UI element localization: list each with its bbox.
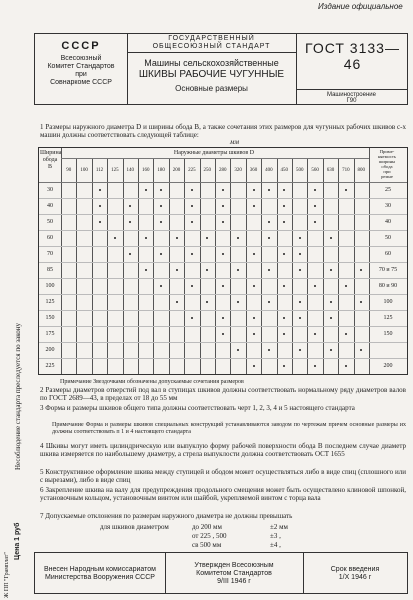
dimensions-table [38, 147, 408, 375]
combination-mark [299, 269, 301, 271]
combination-mark [330, 269, 332, 271]
diameter-header: 112 [95, 168, 104, 173]
issuer-org: Всесоюзный Комитет Стандартов при Совнаркоме СССР [47, 55, 115, 86]
width-value: 150 [45, 314, 55, 321]
combination-mark [253, 285, 255, 287]
combination-mark [283, 317, 285, 319]
combination-mark [191, 253, 193, 255]
tolerance-range-1: до 200 мм [192, 523, 222, 531]
paragraph-6: 6 Закрепление шкива на валу для предупреждения продольного смещения может быть осуществлено клиновой шпонкой, установочным кольцом, установочным винтом или шайбой, укрепляемой винтом с торца вала [40, 486, 406, 502]
width-value: 225 [45, 362, 55, 369]
diameter-header: 710 [342, 168, 350, 173]
combination-mark [191, 189, 193, 191]
combination-mark [191, 205, 193, 207]
applicability-value: 200 [383, 362, 393, 369]
applicability-value: 150 [383, 330, 393, 337]
combination-mark [160, 285, 162, 287]
combination-mark [145, 189, 147, 191]
combination-mark [253, 365, 255, 367]
combination-mark [191, 317, 193, 319]
combination-mark [345, 333, 347, 335]
combination-mark [299, 349, 301, 351]
width-value: 100 [45, 282, 55, 289]
combination-mark [345, 365, 347, 367]
country-label: СССР [61, 40, 101, 52]
legal-warning: Несоблюдение стандарта преследуется по закону [14, 323, 22, 470]
diameter-header: 200 [172, 168, 181, 173]
combination-mark [237, 269, 239, 271]
combination-mark [191, 221, 193, 223]
unit-label: мм [230, 138, 239, 146]
combination-mark [222, 317, 224, 319]
diameter-header: 800 [357, 168, 366, 173]
combination-mark [299, 253, 301, 255]
combination-mark [222, 333, 224, 335]
edition-note: Издание официальное [318, 2, 403, 11]
grid-line [39, 182, 407, 183]
grid-line [39, 326, 407, 327]
combination-mark [330, 317, 332, 319]
grid-line [39, 358, 407, 359]
width-value: 125 [45, 298, 55, 305]
combination-mark [283, 189, 285, 191]
combination-mark [145, 269, 147, 271]
combination-mark [129, 221, 131, 223]
diameter-header: 280 [218, 168, 227, 173]
combination-mark [299, 317, 301, 319]
combination-mark [268, 301, 270, 303]
width-value: 70 [47, 250, 53, 257]
combination-mark [191, 285, 193, 287]
combination-mark [253, 317, 255, 319]
tolerance-value-1: ±2 мм [270, 523, 288, 531]
tolerance-value-3: ±4 , [270, 541, 281, 549]
diameter-header: 360 [249, 168, 258, 173]
grid-line [39, 230, 407, 231]
combination-mark [268, 189, 270, 191]
combination-mark [268, 269, 270, 271]
combination-mark [160, 221, 162, 223]
combination-mark [253, 205, 255, 207]
combination-mark [99, 205, 101, 207]
category-label: Машиностроение Г90 [327, 92, 376, 104]
grid-line [39, 198, 407, 199]
combination-mark [314, 333, 316, 335]
col-header-width: Ширина обода B [40, 150, 62, 170]
width-value: 40 [47, 202, 53, 209]
width-value: 200 [45, 346, 55, 353]
grid-line [39, 246, 407, 247]
combination-mark [206, 269, 208, 271]
combination-mark [283, 253, 285, 255]
issuer-block [35, 34, 128, 104]
standard-header [34, 33, 408, 105]
combination-mark [237, 349, 239, 351]
combination-mark [99, 221, 101, 223]
combination-mark [222, 253, 224, 255]
combination-mark [222, 221, 224, 223]
combination-mark [129, 253, 131, 255]
col-header-diameters: Наружные диаметры шкивов D [173, 150, 255, 156]
standard-type: ГОСУДАРСТВЕННЫЙ ОБЩЕСОЮЗНЫЙ СТАНДАРТ [152, 35, 271, 50]
standard-subtitle: Основные размеры [175, 84, 248, 93]
diameter-header: 450 [280, 168, 289, 173]
diameter-header: 125 [111, 168, 119, 173]
diameter-header: 320 [234, 168, 242, 173]
width-value: 60 [47, 234, 53, 241]
paragraph-1: 1 Размеры наружного диаметра D и ширины обода B, а также сочетания этих размеров для чугунных рабочих шкивов с-х машин должны соответствовать следующей таблице: [40, 123, 406, 139]
diameter-header: 225 [188, 168, 196, 173]
combination-mark [283, 333, 285, 335]
combination-mark [268, 221, 270, 223]
diameter-header: 500 [295, 168, 304, 173]
grid-line [39, 342, 407, 343]
paragraph-5: 5 Конструктивное оформление шкива между ступицей и ободом может осуществляться либо в виде спиц (сплошного или с вырезами), либо в виде спиц [40, 468, 406, 484]
applicability-value: 40 [385, 218, 391, 225]
combination-mark [360, 301, 362, 303]
combination-mark [314, 189, 316, 191]
grid-line [39, 294, 407, 295]
combination-mark [283, 285, 285, 287]
combination-mark [253, 333, 255, 335]
tolerance-range-2: от 225 , 500 [192, 532, 227, 540]
applicability-value: 100 [383, 298, 393, 305]
grid-line [39, 262, 407, 263]
combination-mark [330, 301, 332, 303]
diameter-header: 560 [311, 168, 319, 173]
grid-line [39, 310, 407, 311]
grid-line [61, 158, 369, 159]
diameter-header: 140 [126, 168, 135, 173]
combination-mark [145, 237, 147, 239]
grid-line [39, 214, 407, 215]
applicability-value: 30 [385, 202, 391, 209]
combination-mark [299, 301, 301, 303]
footer-approved: Утвержден Всесоюзным Комитетом Стандартов 9/III 1946 г [194, 562, 274, 585]
standard-title: Машины сельскохозяйственные ШКИВЫ РАБОЧИЕ ЧУГУННЫЕ [138, 58, 285, 80]
combination-mark [253, 189, 255, 191]
footer-block [34, 552, 408, 594]
diameter-header: 100 [80, 168, 88, 173]
combination-mark [314, 365, 316, 367]
combination-mark [114, 237, 116, 239]
tolerance-value-2: ±3 , [270, 532, 281, 540]
paragraph-3: 3 Форма и размеры шкивов общего типа должны соответствовать черт 1, 2, 3, 4 и 5 настоящего стандарта [40, 404, 355, 412]
combination-mark [222, 189, 224, 191]
diameter-header: 630 [326, 168, 335, 173]
width-value: 175 [45, 330, 55, 337]
combination-mark [176, 237, 178, 239]
printer-mark: Ж ПП "Грамплат" [4, 552, 10, 598]
tolerance-range-3: св 500 мм [192, 541, 222, 549]
paragraph-7: 7 Допускаемые отклонения по размерам наружного диаметра не должны превышать [40, 512, 293, 520]
combination-mark [99, 189, 101, 191]
combination-mark [360, 269, 362, 271]
combination-mark [160, 253, 162, 255]
combination-mark [222, 205, 224, 207]
applicability-value: 80 и 90 [378, 282, 398, 289]
col-header-right: Приме- няемость ширины обода при ремне [377, 149, 397, 179]
combination-mark [176, 301, 178, 303]
combination-mark [129, 205, 131, 207]
applicability-value: 25 [385, 186, 391, 193]
combination-mark [206, 237, 208, 239]
width-value: 30 [47, 186, 53, 193]
applicability-value: 60 [385, 250, 391, 257]
combination-mark [283, 221, 285, 223]
combination-mark [160, 205, 162, 207]
combination-mark [360, 349, 362, 351]
footer-effective: Срок введения 1/X 1946 г [330, 566, 380, 581]
combination-mark [345, 285, 347, 287]
width-value: 50 [47, 218, 53, 225]
footer-introduced: Внесен Народным комиссариатом Министерства Вооружения СССР [44, 566, 156, 581]
applicability-value: 125 [383, 314, 393, 321]
tolerance-lead: для шкивов диаметром [100, 523, 169, 531]
paragraph-2: 2 Размеры диаметров отверстий под вал в ступицах шкивов должны соответствовать нормальному ряду диаметров валов по ГОСТ 2689—43, в пределах от 18 до 55 мм [40, 386, 406, 402]
combination-mark [314, 205, 316, 207]
paragraph-4: 4 Шкивы могут иметь цилиндрическую или выпуклую форму рабочей поверхности обода B последнем случае диаметр шкива измеряется по наибольшему диаметру, а стрела выпуклости должна соответствовать ОСТ 1655 [40, 442, 406, 458]
grid-line [39, 278, 407, 279]
diameter-header: 90 [66, 168, 72, 173]
combination-mark [253, 253, 255, 255]
combination-mark [283, 205, 285, 207]
combination-mark [160, 189, 162, 191]
applicability-value: 70 и 75 [378, 266, 398, 273]
combination-mark [345, 189, 347, 191]
note-1: Примечание Звездочками обозначены допускаемые сочетания размеров [60, 379, 244, 385]
note-2: Примечание Форма и размеры шкивов специальных конструкций устанавливаются заводом по чертежам причем основные размеры их должны соответствовать п 1 и 4 настоящего стандарта [52, 422, 406, 435]
width-value: 85 [47, 266, 53, 273]
combination-mark [330, 237, 332, 239]
combination-mark [268, 237, 270, 239]
combination-mark [314, 285, 316, 287]
combination-mark [176, 269, 178, 271]
combination-mark [299, 237, 301, 239]
combination-mark [237, 301, 239, 303]
combination-mark [330, 349, 332, 351]
combination-mark [268, 349, 270, 351]
combination-mark [222, 285, 224, 287]
applicability-value: 50 [385, 234, 391, 241]
combination-mark [206, 301, 208, 303]
combination-mark [314, 221, 316, 223]
diameter-header: 160 [141, 168, 150, 173]
combination-mark [283, 365, 285, 367]
diameter-header: 180 [157, 168, 165, 173]
diameter-header: 250 [203, 168, 212, 173]
price-label: Цена 1 руб [14, 522, 21, 560]
diameter-header: 400 [265, 168, 273, 173]
combination-mark [237, 237, 239, 239]
gost-number: ГОСТ 3133—46 [305, 40, 400, 72]
